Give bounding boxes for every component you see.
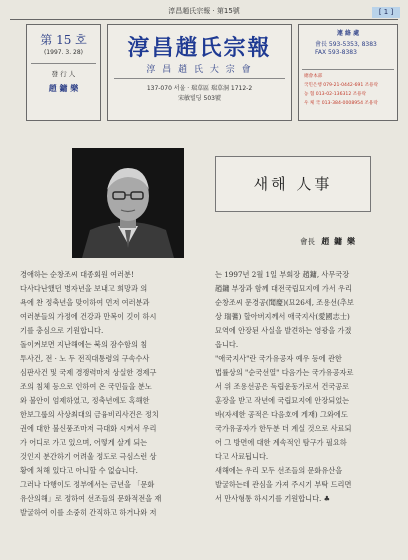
text-line: 상 瑞蓍) 할아버지께서 애국지사(愛國志士) [215, 312, 350, 321]
address-line: 137-070 서울 · 瑞草區 瑞草洞 1712-2 [146, 85, 253, 92]
text-line: 어 그 방면에 대한 계속적인 탐구가 필요하 [215, 438, 347, 447]
text-line: 법률상의 "순국선열" 다음가는 국가유공자로 [215, 368, 354, 377]
text-line: 것인지 분간하기 어려울 정도로 극심스런 상 [20, 452, 157, 461]
text-line: 권에 대한 불신풍조마저 극대화 시켜서 우리 [20, 424, 157, 433]
headline-box [215, 156, 371, 212]
text-line: 읍니다. [215, 340, 239, 349]
author-name: 趙 鏞 樂 [321, 237, 356, 246]
contact-phone: 會長 593-5353, 8383 [315, 41, 377, 48]
portrait-illustration [72, 148, 184, 258]
text-line: 는 1997년 2월 1일 부회장 趙鏞, 사무국장 [215, 270, 350, 279]
text-line: 바(자세한 공적은 다음호에 게재) 그와에도 [215, 410, 348, 419]
article-right-column [215, 268, 395, 506]
title-rule [114, 78, 285, 79]
text-line: 와 불안이 엄제하였고, 정축년에도 혹해한 [20, 396, 150, 405]
text-line: 한보그룹의 사상최대의 금융비리사건은 정치 [20, 410, 159, 419]
text-line: 기를 충심으로 기원합니다. [20, 326, 104, 335]
newsletter-title: 淳昌趙氏宗報 [127, 35, 272, 61]
text-line [215, 492, 395, 506]
organization-name: 淳 昌 趙 氏 大 宗 會 [146, 65, 253, 75]
portrait-photo [72, 148, 184, 258]
text-line: 투사건, 전 · 노 두 전직대통령의 구속수사 [20, 354, 150, 363]
text-line: 순창조씨 문경공(聞慶)(묘26세, 조용선(추보 [215, 298, 354, 307]
header-rule [10, 19, 398, 20]
address-line-2: 宋敏빌딩 503號 [178, 95, 221, 102]
text-line: 돌이켜보면 지난해에는 북의 잠수함의 침 [20, 340, 148, 349]
publisher-name: 趙 鏞 樂 [48, 84, 79, 93]
text-line: 발굴하는데 관심을 가져 주시기 부탁 드리면 [215, 480, 352, 489]
account-line: 농 협 013-02-136312 조용락 [304, 92, 367, 97]
contact-heading: 連 絡 處 [336, 30, 360, 37]
text-line: 국가유공자가 한두분 더 계실 것으로 사료되 [215, 424, 352, 433]
text-line: 심판사건 및 국제 경쟁력마저 상실한 경제구 [20, 368, 157, 377]
text-line: 서 위 조용선공은 독립운동가로서 건국공로 [215, 382, 350, 391]
closing-text: 서 만사형통 하시기를 기원합니다. [215, 494, 322, 503]
text-line: 욕에 찬 정축년을 맞이하여 먼저 여러분과 [20, 298, 150, 307]
text-line: 그러나 다행이도 정부에서는 금년을 「문화 [20, 480, 155, 489]
issue-number: 第 15 호 [40, 33, 87, 47]
text-line: 훈장을 받고 작년에 국립묘지에 안장되었는 [215, 396, 350, 405]
account-heading: 總會本部 [304, 74, 323, 79]
clover-icon: ♣ [323, 494, 331, 503]
title-box [107, 24, 292, 121]
contact-fax: FAX 593-8383 [315, 49, 357, 56]
text-line: 가 어디로 가고 있으며, 어떻게 살게 되는 [20, 438, 148, 447]
text-line: "애국지사"란 국가유공자 예우 등에 관한 [215, 354, 342, 363]
contact-box [298, 24, 398, 121]
running-header [0, 6, 408, 18]
running-header-title: 淳昌趙氏宗報 · 第15號 [168, 7, 240, 15]
publisher-label: 發 行 人 [51, 70, 76, 78]
text-line: 발굴하여 이를 소중히 간직하고 하거나와 저 [20, 508, 157, 517]
issue-divider [31, 63, 96, 64]
text-line: 경애하는 순창조씨 대종회원 여러분! [20, 270, 134, 279]
text-line: 여러분들의 가정에 건강과 만복이 깃이 하시 [20, 312, 157, 321]
text-line: 다고 사료됩니다. [215, 452, 269, 461]
page-number: [ 1 ] [372, 7, 400, 18]
text-line: 새해에는 우리 모두 선조들의 문화유산을 [215, 466, 343, 475]
contact-rule [302, 69, 394, 70]
article-left-column [20, 268, 200, 520]
author-title: 會長 [300, 237, 315, 246]
text-line: 조의 침체 등으로 인하여 온 국민들을 분노 [20, 382, 152, 391]
issue-info-box [26, 24, 101, 121]
article-byline [300, 236, 356, 247]
text-line: 趙鏞 부장과 함께 대전국립묘지에 가서 우리 [215, 284, 352, 293]
masthead [26, 24, 398, 127]
article-headline: 새해 人事 [253, 175, 333, 193]
text-line: 유산의해」로 정하여 선조들의 문화적전을 재 [20, 494, 162, 503]
account-line: 우 체 국 013-384-0008954 조용락 [304, 101, 378, 106]
text-line: 묘역에 안장된 사실을 발견하는 영광을 가졌 [215, 326, 352, 335]
text-line: 황에 처해 있다고 아니할 수 없습니다. [20, 466, 138, 475]
issue-date: (1997. 3. 28) [43, 49, 84, 56]
text-line: 다사다난했던 병자년을 보내고 희망과 의 [20, 284, 148, 293]
account-line: 국민은행 079-21-0442-691 조용락 [304, 83, 379, 88]
